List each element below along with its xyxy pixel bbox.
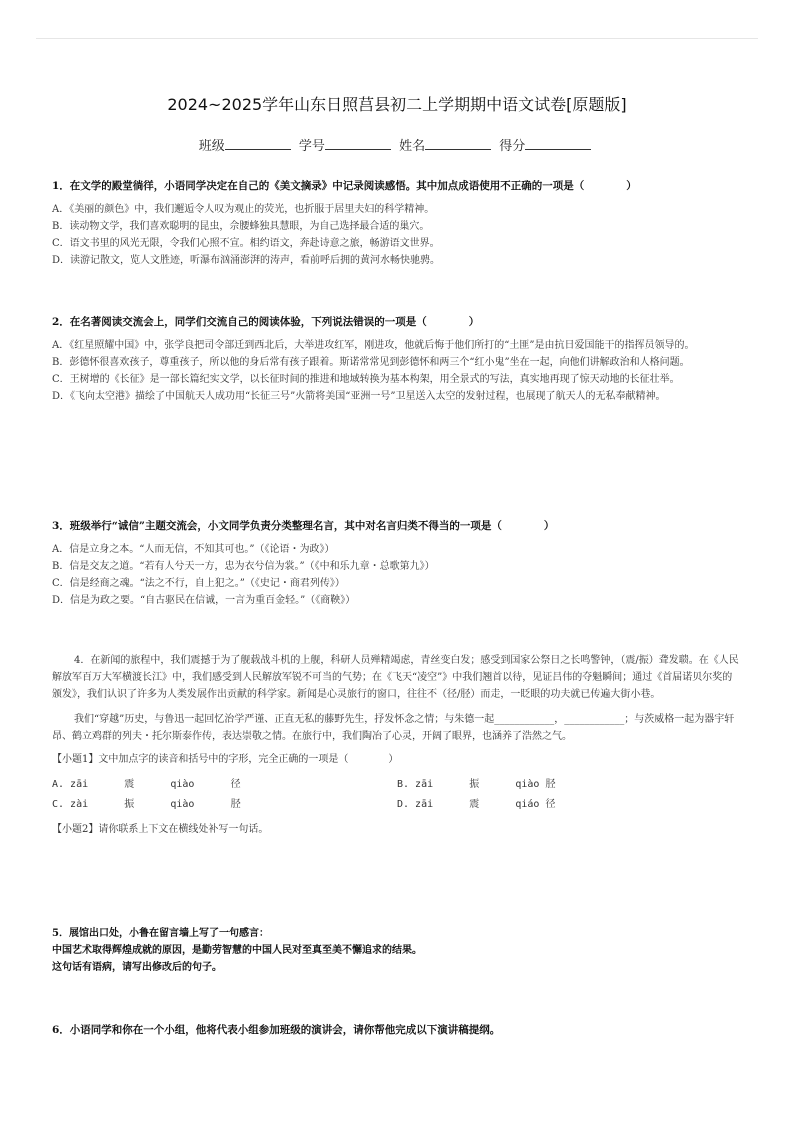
student-info-row — [0, 135, 794, 154]
sub1-option-d[interactable]: D. zāi 震 qiáo 径 — [397, 799, 556, 810]
id-label: 学号 — [298, 139, 325, 154]
question-1-stem: 1．在文学的殿堂徜徉，小语同学决定在自己的《美文摘录》中记录阅读感悟。其中加点成语使用不正确的一项是（ ） — [52, 180, 637, 192]
question-6 — [52, 1022, 742, 1045]
question-5-sentence: 中国艺术取得辉煌成就的原因，是勤劳智慧的中国人民对至真至美不懈追求的结果。 — [52, 945, 422, 956]
question-2-option-a[interactable]: A．《红星照耀中国》中，张学良把司令部迁到西北后，大举进攻红军，刚进攻，他就后悔于他们所打的“土匪”是由抗日爱国能干的指挥员领导的。 — [52, 340, 695, 351]
question-4-subquestion-1: 【小题1】文中加点字的读音和括号中的字形，完全正确的一项是（ ） — [52, 754, 399, 765]
question-5-stem: 5．展馆出口处，小鲁在留言墙上写了一句感言： — [52, 928, 269, 939]
question-3-option-b[interactable]: B．信是交友之道。“若有人兮天一方，忠为衣兮信为裳。”（《中和乐九章・总歌第九》） — [52, 561, 435, 572]
question-4 — [52, 652, 742, 838]
question-4-passage-2: 我们“穿越”历史，与鲁迅一起回忆治学严谨、正直无私的藤野先生，抒发怀念之情；与朱德一起____________，____________；与茨威格一起为器宇轩昂、鹤立鸡群的列夫・托尔斯泰作传，表达崇敬之情。在旅行中，我们陶冶了心灵，开阔了眼界，也涵养了浩然之气。 — [52, 714, 735, 742]
question-6-stem: 6．小语同学和你在一个小组，他将代表小组参加班级的演讲会，请你帮他完成以下演讲稿提纲。 — [52, 1024, 501, 1036]
question-1-option-d[interactable]: D．读游记散文，览人文胜迹，听瀑布汹涌澎湃的涛声，看前呼后拥的黄河水畅快驰骋。 — [52, 255, 441, 266]
question-5-instruction: 这句话有语病，请写出修改后的句子。 — [52, 962, 222, 973]
header-divider — [36, 38, 758, 39]
question-1-option-b[interactable]: B．读动物文学，我们喜欢聪明的昆虫，佘腰蜂独具慧眼，为自己选择最合适的巢穴。 — [52, 221, 430, 232]
question-3-option-a[interactable]: A．信是立身之本。“人而无信，不知其可也。”（《论语・为政》） — [52, 544, 335, 555]
sub1-option-b[interactable]: B. zāi 振 qiào 胫 — [397, 779, 556, 790]
class-field[interactable] — [225, 135, 291, 150]
question-3-stem: 3．班级举行“诚信”主题交流会，小文同学负责分类整理名言，其中对名言归类不得当的一项是（ ） — [52, 520, 555, 532]
question-3 — [52, 518, 742, 609]
question-4-sub1-options — [52, 776, 742, 813]
name-field[interactable] — [425, 135, 491, 150]
question-2-option-c[interactable]: C．王树增的《长征》是一部长篇纪实文学，以长征时间的推进和地域转换为基本构架，用全景式的写法，真实地再现了惊天动地的长征壮举。 — [52, 374, 680, 385]
question-3-option-c[interactable]: C．信是经商之魂。“法之不行，自上犯之。”（《史记・商君列传》） — [52, 578, 345, 589]
score-field[interactable] — [525, 135, 591, 150]
id-field[interactable] — [325, 135, 391, 150]
question-2-stem: 2．在名著阅读交流会上，同学们交流自己的阅读体验，下列说法错误的一项是（ ） — [52, 316, 480, 328]
question-3-option-d[interactable]: D．信是为政之要。“自古驱民在信诚，一言为重百金轻。”（《商鞅》） — [52, 595, 356, 606]
question-4-subquestion-2: 【小题2】请你联系上下文在横线处补写一句话。 — [52, 824, 269, 835]
question-1-option-a[interactable]: A．《美丽的颜色》中，我们邂逅令人叹为观止的荧光，也折服于居里夫妇的科学精神。 — [52, 204, 435, 215]
sub1-option-c[interactable]: C. zài 振 qiào 胫 — [52, 799, 241, 810]
question-2 — [52, 314, 742, 405]
page-title: 2024~2025学年山东日照莒县初二上学期期中语文试卷[原题版] — [167, 95, 627, 114]
question-2-option-d[interactable]: D．《飞向太空港》描绘了中国航天人成功用“长征三号”火箭将美国“亚洲一号”卫星送入太空的发射过程，也展现了航天人的无私奉献精神。 — [52, 391, 666, 402]
class-label: 班级 — [198, 139, 225, 154]
question-5 — [52, 925, 742, 976]
question-1 — [52, 178, 742, 269]
question-2-option-b[interactable]: B．彭德怀很喜欢孩子，尊重孩子，所以他的身后常有孩子跟着。斯诺常常见到彭德怀和两三个“红小鬼”坐在一起，向他们讲解政治和人格问题。 — [52, 357, 690, 368]
score-label: 得分 — [499, 139, 526, 154]
sub1-option-a[interactable]: A. zāi 震 qiào 径 — [52, 779, 241, 790]
question-1-option-c[interactable]: C．语文书里的风光无限，令我们心照不宣。相约语文，奔赴诗意之旅，畅游语文世界。 — [52, 238, 440, 249]
question-4-passage-1: 4．在新闻的旅程中，我们震撼于为了舰载战斗机的上舰，科研人员殚精竭虑，青丝变白发；感受到国家公祭日之长鸣警钟，（震/振）聋发聩。在《人民解放军百万大军横渡长江》中，我们感受到人民解放军锐不可当的气势；在《飞天“凌空”》中我们翘首以待，见证吕伟的夺魁瞬间；通过《首届诺贝尔奖的颁发》，我们认识了许多为人类发展作出贡献的科学家。新闻是心灵旅行的窗口，往往不（径/胫）而走，一眨眼的功夫就已传遍大街小巷。 — [52, 655, 739, 700]
name-label: 姓名 — [399, 139, 426, 154]
